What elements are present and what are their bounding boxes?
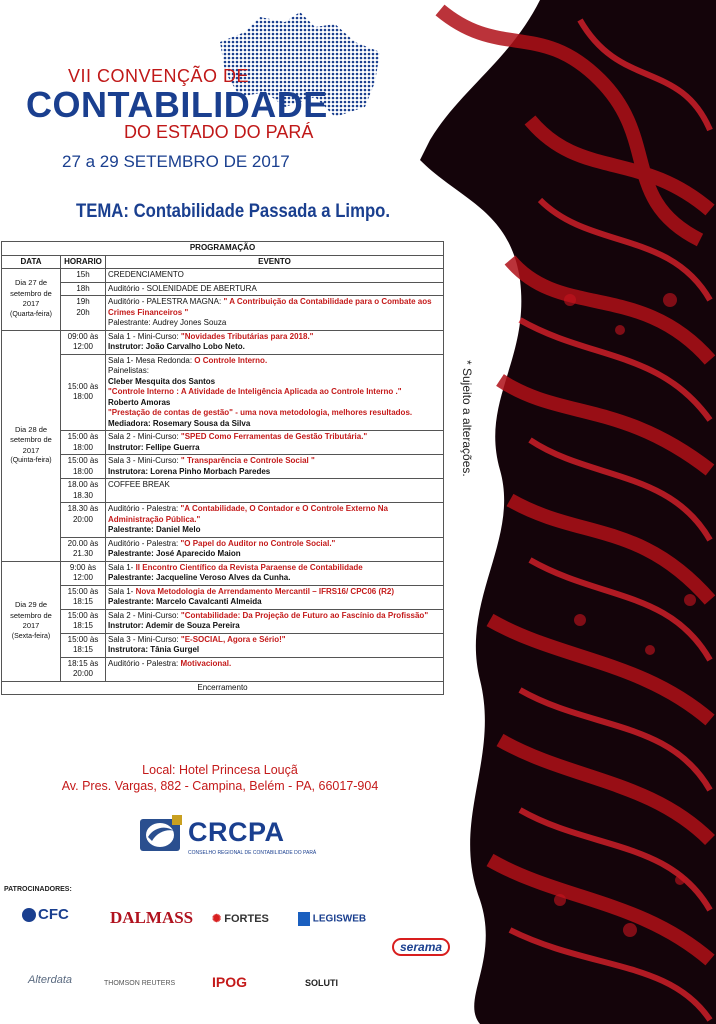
event-title: " Transparência e Controle Social " — [180, 456, 315, 465]
event-speaker: Instrutor: Ademir de Souza Pereira — [108, 621, 240, 630]
event-cell — [106, 609, 444, 633]
event-speaker: Palestrante: José Aparecido Maion — [108, 549, 241, 558]
closing-row: Encerramento — [2, 681, 444, 695]
fortes-swirl-icon: ✺ — [212, 913, 222, 925]
event-cell — [106, 354, 444, 431]
decorative-red-art — [420, 0, 716, 1024]
col-header-time: HORARIO — [61, 255, 106, 269]
event-venue: Sala 1- Mesa Redonda: — [108, 355, 195, 365]
event-speaker: Instrutora: Lorena Pinho Morbach Paredes — [108, 466, 271, 476]
event-cell — [106, 330, 444, 354]
event-title: Motivacional. — [180, 658, 232, 668]
time-cell: 18.30 às 20:00 — [61, 503, 106, 538]
sponsor-thomson-logo: THOMSON REUTERS — [104, 980, 176, 987]
event-venue: Auditório - Palestra: — [108, 658, 181, 668]
time-cell: 9:00 às 12:00 — [61, 561, 106, 585]
event-venue: Auditório - Palestra: — [108, 504, 181, 513]
event-venue: Auditório - PALESTRA MAGNA: — [108, 297, 222, 306]
table-row — [2, 585, 444, 609]
event-venue: Sala 2 - Mini-Curso: — [108, 432, 181, 441]
event-title: "A Contabilidade, O Contador e O Controle Externo Na Administração Pública." — [108, 504, 388, 524]
venue-info — [0, 762, 440, 794]
event-title: O Controle Interno. — [194, 355, 268, 365]
venue-address: Av. Pres. Vargas, 882 - Campina, Belém - PA, 66017-904 — [61, 779, 379, 793]
venue-name: Local: Hotel Princesa Louçã — [142, 763, 298, 777]
sponsor-dalmass-logo: DALMASS — [110, 908, 194, 927]
crcpa-logo — [140, 815, 320, 865]
event-cell — [106, 431, 444, 455]
col-header-event: EVENTO — [106, 255, 444, 269]
title-line-2: CONTABILIDADE — [26, 84, 328, 125]
crcpa-name: CRCPA — [188, 817, 285, 847]
event-speaker: Palestrante: Audrey Jones Souza — [108, 318, 227, 327]
time-end: 20h — [76, 307, 90, 317]
day1-weekday: (Quarta-feira) — [9, 310, 52, 318]
table-row — [2, 561, 444, 585]
sponsor-legisweb-logo — [298, 912, 366, 926]
event-cell — [106, 633, 444, 657]
event-speaker: Palestrante: Daniel Melo — [108, 525, 201, 534]
event-speaker: Instrutora: Tânia Gurgel — [108, 645, 200, 654]
event-title: "Contabilidade: Da Projeção de Futuro ao Fascínio da Profissão" — [180, 610, 429, 620]
event-title: " A Contribuição da Contabilidade para o Combate aos Crimes Financeiros " — [108, 297, 432, 317]
table-row — [2, 330, 444, 354]
time-cell: 15:00 às 18:15 — [61, 633, 106, 657]
time-cell: 09:00 às 12:00 — [61, 330, 106, 354]
sponsors-label: PATROCINADORES: — [4, 886, 72, 893]
title-line-1: VII CONVENÇÃO DE — [68, 66, 250, 86]
day3-date-cell — [2, 561, 61, 681]
table-row — [2, 354, 444, 431]
event-cell — [106, 657, 444, 681]
table-row — [2, 282, 444, 296]
table-row — [2, 633, 444, 657]
event-title: "E-SOCIAL, Agora e Sério!" — [180, 634, 286, 644]
legisweb-emblem-icon — [298, 912, 310, 926]
panelist-name: Roberto Amoras — [108, 397, 171, 407]
event-venue: Sala 3 - Mini-Curso: — [108, 456, 181, 465]
panelist-name: Cleber Mesquita dos Santos — [108, 376, 216, 386]
theme-title: TEMA: Contabilidade Passada a Limpo. — [76, 201, 391, 222]
event-cell — [106, 455, 444, 479]
sponsor-fortes-name: FORTES — [224, 913, 269, 925]
day2-date: Dia 28 de setembro de 2017 — [10, 424, 52, 455]
event-title: Nova Metodologia de Arrendamento Mercantil – IFRS16/ CPC06 (R2) — [135, 586, 394, 596]
day2-weekday: (Quinta-feira) — [10, 457, 52, 464]
event-speaker: Palestrante: Marcelo Cavalcanti Almeida — [108, 597, 262, 606]
panel-topic: "Controle Interno : A Atividade de Inteligência Aplicada ao Controle Interno ." — [108, 387, 402, 396]
time-cell: 18h — [61, 282, 106, 296]
time-cell: 15:00 às 18:00 — [61, 431, 106, 455]
time-cell: 15:00 às 18:00 — [61, 354, 106, 431]
time-cell: 15h — [61, 269, 106, 283]
program-table — [1, 241, 444, 695]
event-cell: CREDENCIAMENTO — [106, 269, 444, 283]
title-line-3: DO ESTADO DO PARÁ — [124, 122, 314, 142]
day1-date: Dia 27 de setembro de 2017 — [10, 278, 52, 309]
table-row — [2, 455, 444, 479]
sponsor-alterdata-logo: Alterdata — [28, 974, 73, 986]
time-start: 19h — [76, 297, 90, 306]
event-dates: 27 a 29 SETEMBRO DE 2017 — [62, 152, 290, 171]
event-speaker: Instrutor: Fellipe Guerra — [108, 442, 200, 452]
day3-date: Dia 29 de setembro de 2017 — [10, 600, 52, 630]
event-venue: Sala 1- — [108, 562, 136, 572]
time-cell: 15:00 às 18:15 — [61, 609, 106, 633]
table-row — [2, 479, 444, 503]
program-title: PROGRAMAÇÃO — [2, 242, 444, 256]
sponsor-legisweb-name: LEGISWEB — [312, 913, 367, 925]
event-title: "Novidades Tributárias para 2018." — [180, 331, 314, 341]
event-cell — [106, 537, 444, 561]
event-cell — [106, 585, 444, 609]
event-cell: COFFEE BREAK — [106, 479, 444, 503]
day1-date-cell — [2, 269, 61, 331]
table-row — [2, 269, 444, 283]
event-cell: Auditório - SOLENIDADE DE ABERTURA — [106, 282, 444, 296]
sponsor-ipog-logo: IPOG — [212, 974, 248, 990]
time-cell: 18:15 às 20:00 — [61, 657, 106, 681]
event-cell — [106, 296, 444, 331]
day3-weekday: (Sexta-feira) — [11, 632, 51, 640]
event-title: "SPED Como Ferramentas de Gestão Tributária." — [180, 432, 368, 441]
day2-date-cell — [2, 330, 61, 561]
sponsor-soluti-logo: SOLUTI — [305, 978, 338, 988]
crcpa-emblem-icon — [140, 815, 182, 855]
time-cell — [61, 296, 106, 331]
event-speaker: Instrutor: João Carvalho Lobo Neto. — [108, 342, 245, 351]
event-title: II Encontro Científico da Revista Paraense de Contabilidade — [135, 562, 363, 572]
event-venue: Auditório - Palestra: — [108, 538, 181, 548]
table-row — [2, 537, 444, 561]
table-row — [2, 503, 444, 538]
event-title: "O Papel do Auditor no Controle Social." — [180, 538, 336, 548]
event-speaker: Palestrante: Jacqueline Veroso Alves da Cunha. — [108, 573, 291, 582]
event-venue: Sala 1- — [108, 586, 136, 596]
table-row — [2, 609, 444, 633]
event-venue: Sala 3 - Mini-Curso: — [108, 634, 181, 644]
table-row — [2, 657, 444, 681]
panelists-label: Painelistas: — [108, 366, 149, 375]
subject-to-changes-note: * Sujeito a alterações. — [460, 360, 474, 477]
event-cell — [106, 503, 444, 538]
moderator: Mediadora: Rosemary Sousa da Silva — [108, 418, 251, 428]
event-venue: Sala 2 - Mini-Curso: — [108, 610, 181, 620]
event-cell — [106, 561, 444, 585]
time-cell: 15:00 às 18:00 — [61, 455, 106, 479]
crcpa-subtitle: CONSELHO REGIONAL DE CONTABILIDADE DO PARÁ — [188, 850, 317, 856]
event-venue: Sala 1 - Mini-Curso: — [108, 331, 181, 341]
sponsor-cfc-name: CFC — [38, 906, 69, 923]
cfc-emblem-icon — [22, 908, 36, 922]
sponsor-cfc-logo — [22, 906, 69, 923]
time-cell: 18.00 às 18.30 — [61, 479, 106, 503]
time-cell: 20.00 às 21.30 — [61, 537, 106, 561]
table-row — [2, 296, 444, 331]
time-cell: 15:00 às 18:15 — [61, 585, 106, 609]
panel-topic: "Prestação de contas de gestão" - uma nova metodologia, melhores resultados. — [108, 408, 413, 417]
table-row — [2, 431, 444, 455]
sponsor-serama-logo: serama — [392, 938, 450, 956]
sponsor-fortes-logo — [212, 912, 269, 925]
col-header-date: DATA — [2, 255, 61, 269]
